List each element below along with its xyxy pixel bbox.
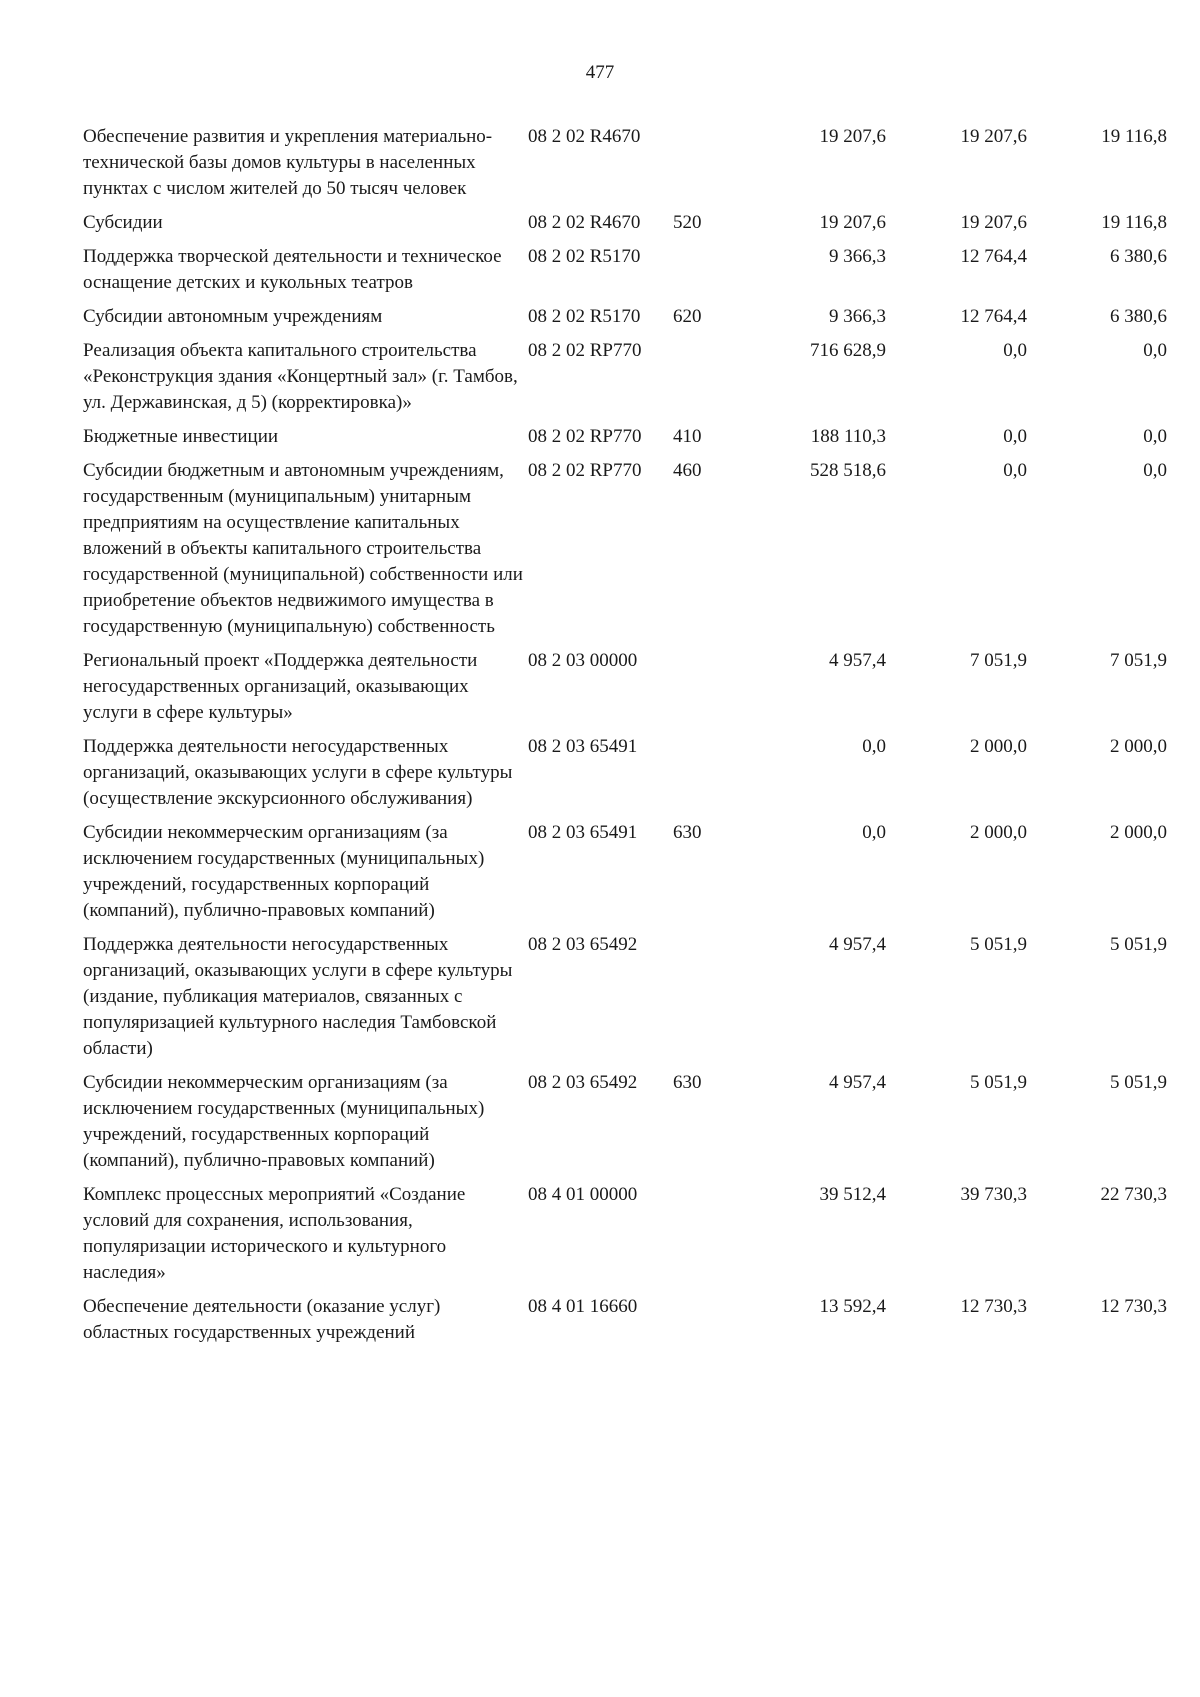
row-expense-type: 520 [673,212,702,233]
table-row [83,734,1167,820]
row-amount-1: 4 957,4 [829,650,886,671]
row-amount-2: 12 764,4 [960,306,1027,327]
row-name: Субсидии некоммерческим организациям (за исключением государственных (муниципальных) учреждений, государственных корпораций (компаний), публично-правовых компаний) [83,822,485,921]
row-expense-type [673,124,743,210]
row-amount-2: 19 207,6 [960,126,1027,147]
row-amount-2: 0,0 [1003,460,1027,481]
row-target-code: 08 4 01 16660 [528,1296,638,1317]
row-amount-2: 5 051,9 [970,1072,1027,1093]
table-row [83,210,1167,244]
page-number: 477 [585,62,615,83]
row-amount-1: 188 110,3 [810,426,886,447]
row-expense-type: 620 [673,306,702,327]
table-row [83,424,1167,458]
row-expense-type: 410 [673,426,702,447]
row-target-code: 08 2 02 RP770 [528,460,642,481]
row-amount-1: 39 512,4 [819,1184,886,1205]
row-amount-1: 0,0 [862,822,886,843]
table-row [83,338,1167,424]
row-amount-3: 7 051,9 [1110,650,1167,671]
row-name: Субсидии некоммерческим организациям (за исключением государственных (муниципальных) учреждений, государственных корпораций (компаний), публично-правовых компаний) [83,1072,485,1171]
row-expense-type [673,1182,743,1294]
row-amount-1: 9 366,3 [829,306,886,327]
row-expense-type: 460 [673,460,702,481]
row-name: Поддержка творческой деятельности и техническое оснащение детских и кукольных театров [83,246,502,293]
row-amount-2: 5 051,9 [970,934,1027,955]
row-name: Поддержка деятельности негосударственных организаций, оказывающих услуги в сфере культуры (осуществление экскурсионного обслуживания) [83,736,513,809]
table-row [83,820,1167,932]
row-amount-1: 4 957,4 [829,1072,886,1093]
row-amount-3: 12 730,3 [1100,1296,1167,1317]
row-expense-type [673,932,743,1070]
row-target-code: 08 2 03 00000 [528,650,638,671]
table-row [83,304,1167,338]
row-name: Субсидии бюджетным и автономным учреждениям, государственным (муниципальным) унитарным предприятиям на осуществление капитальных вложений в объекты капитального строительства государственной (муниципальной) собственности или приобретение объектов недвижимого имущества в государственную (муниципальную) собственность [83,460,523,637]
row-amount-3: 0,0 [1143,340,1167,361]
table-row [83,124,1167,210]
row-amount-2: 2 000,0 [970,736,1027,757]
row-amount-1: 13 592,4 [819,1296,886,1317]
row-name: Субсидии [83,212,163,233]
row-target-code: 08 2 02 RP770 [528,340,642,361]
row-name: Комплекс процессных мероприятий «Создание условий для сохранения, использования, популяризации исторического и культурного наследия» [83,1184,466,1283]
row-target-code: 08 4 01 00000 [528,1184,638,1205]
row-amount-2: 0,0 [1003,426,1027,447]
row-target-code: 08 2 02 R4670 [528,212,641,233]
row-amount-3: 6 380,6 [1110,306,1167,327]
row-name: Поддержка деятельности негосударственных организаций, оказывающих услуги в сфере культуры (издание, публикация материалов, связанных с популяризацией культурного наследия Тамбовской области) [83,934,513,1059]
row-target-code: 08 2 03 65491 [528,822,638,843]
row-expense-type: 630 [673,822,702,843]
table-row [83,932,1167,1070]
row-amount-3: 19 116,8 [1101,212,1167,233]
row-expense-type [673,244,743,304]
row-expense-type [673,648,743,734]
row-amount-2: 19 207,6 [960,212,1027,233]
row-amount-3: 2 000,0 [1110,822,1167,843]
row-amount-3: 5 051,9 [1110,934,1167,955]
row-target-code: 08 2 02 RP770 [528,426,642,447]
row-expense-type: 630 [673,1072,702,1093]
row-amount-3: 22 730,3 [1100,1184,1167,1205]
row-name: Реализация объекта капитального строительства «Реконструкция здания «Концертный зал» (г. Тамбов, ул. Державинская, д 5) (корректировка)» [83,340,518,413]
row-amount-2: 7 051,9 [970,650,1027,671]
row-amount-1: 0,0 [862,736,886,757]
row-amount-3: 2 000,0 [1110,736,1167,757]
row-amount-1: 19 207,6 [819,212,886,233]
row-amount-1: 4 957,4 [829,934,886,955]
row-amount-3: 0,0 [1143,460,1167,481]
row-name: Обеспечение деятельности (оказание услуг) областных государственных учреждений [83,1296,441,1343]
table-row [83,244,1167,304]
row-target-code: 08 2 02 R5170 [528,246,641,267]
row-amount-1: 716 628,9 [810,340,886,361]
budget-table [83,124,1167,1354]
row-amount-1: 19 207,6 [819,126,886,147]
row-target-code: 08 2 03 65492 [528,1072,638,1093]
row-expense-type [673,1294,743,1354]
table-row [83,458,1167,648]
row-amount-2: 2 000,0 [970,822,1027,843]
row-amount-3: 0,0 [1143,426,1167,447]
row-name: Региональный проект «Поддержка деятельности негосударственных организаций, оказывающих услуги в сфере культуры» [83,650,478,723]
row-target-code: 08 2 03 65491 [528,736,638,757]
row-amount-3: 6 380,6 [1110,246,1167,267]
row-amount-2: 39 730,3 [960,1184,1027,1205]
row-target-code: 08 2 02 R5170 [528,306,641,327]
row-target-code: 08 2 02 R4670 [528,126,641,147]
row-amount-1: 9 366,3 [829,246,886,267]
budget-table-body [83,124,1167,1354]
table-row [83,648,1167,734]
table-row [83,1294,1167,1354]
row-expense-type [673,338,743,424]
row-name: Обеспечение развития и укрепления материально-технической базы домов культуры в населенных пунктах с числом жителей до 50 тысяч человек [83,126,493,199]
row-name: Бюджетные инвестиции [83,426,279,447]
row-amount-3: 19 116,8 [1101,126,1167,147]
row-name: Субсидии автономным учреждениям [83,306,383,327]
table-row [83,1070,1167,1182]
row-expense-type [673,734,743,820]
row-amount-2: 0,0 [1003,340,1027,361]
row-target-code: 08 2 03 65492 [528,934,638,955]
table-row [83,1182,1167,1294]
row-amount-2: 12 764,4 [960,246,1027,267]
row-amount-1: 528 518,6 [810,460,886,481]
row-amount-3: 5 051,9 [1110,1072,1167,1093]
row-amount-2: 12 730,3 [960,1296,1027,1317]
